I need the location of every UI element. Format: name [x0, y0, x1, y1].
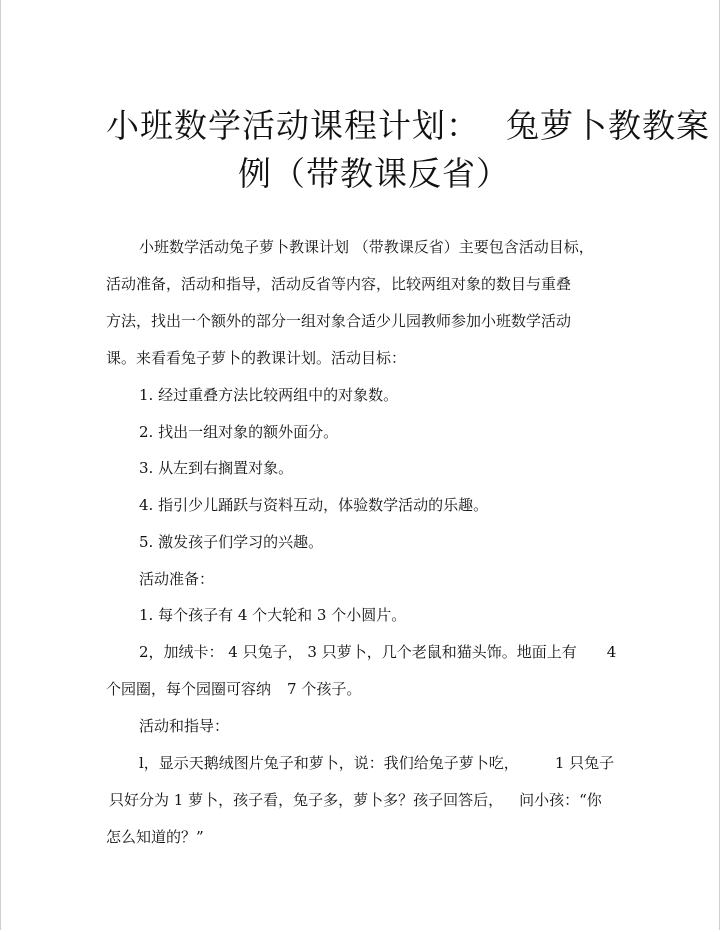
- goal-item-5: 5. 激发孩子们学习的兴趣。: [139, 533, 324, 551]
- prep-item-2-cont-text: 个园圈，每个园圈可容纳: [106, 680, 272, 698]
- intro-line-1: 小班数学活动兔子萝卜教课计划 （带教课反省）主要包含活动目标，: [139, 238, 594, 256]
- intro-line-2: 活动准备，活动和指导，活动反省等内容，比较两组对象的数目与重叠: [106, 275, 572, 293]
- guide-item-1: [139, 753, 614, 773]
- prep-item-2: [139, 642, 616, 662]
- guide-heading: 活动和指导：: [139, 717, 230, 735]
- prep-heading: 活动准备：: [139, 570, 215, 588]
- prep-item-1: 1. 每个孩子有 4 个大轮和 3 个小圆片。: [139, 606, 407, 624]
- guide-item-1-tail: 1 只兔子: [554, 754, 615, 772]
- guide-item-1-cont-tail: 问小孩：“你: [519, 791, 602, 809]
- title-part-a: 小班数学活动课程计划：: [106, 106, 480, 145]
- prep-item-2-cont-count: 7 个孩子。: [287, 680, 362, 698]
- prep-item-2-text: 2，加绒卡： 4 只兔子， 3 只萝卜，几个老鼠和猫头饰。地面上有: [139, 643, 577, 661]
- goal-item-4: 4. 指引少儿踊跃与资料互动，体验数学活动的乐趣。: [139, 496, 489, 514]
- guide-item-1-cont: [109, 790, 602, 810]
- intro-line-4: 课。来看看兔子萝卜的教课计划。活动目标：: [106, 349, 407, 367]
- title-part-b: 兔萝卜教教案: [506, 106, 710, 145]
- guide-item-1-cont-text: 只好分为 1 萝卜，孩子看，兔子多，萝卜多？孩子回答后，: [109, 791, 504, 809]
- guide-item-1-end: 怎么知道的？”: [106, 828, 204, 846]
- prep-item-2-cont: [106, 679, 361, 699]
- guide-item-1-text: l，显示天鹅绒图片兔子和萝卜，说：我们给兔子萝卜吃，: [139, 754, 519, 772]
- document-title-line-1: [106, 106, 710, 146]
- intro-line-3: 方法，找出一个额外的部分一组对象合适少儿园教师参加小班数学活动: [106, 312, 572, 330]
- prep-item-2-count: 4: [606, 643, 617, 661]
- document-title-line-2: 例（带教课反省）: [238, 154, 510, 193]
- goal-item-1: 1. 经过重叠方法比较两组中的对象数。: [139, 386, 399, 404]
- goal-item-2: 2. 找出一组对象的额外面分。: [139, 423, 339, 441]
- goal-item-3: 3. 从左到右搁置对象。: [139, 459, 294, 477]
